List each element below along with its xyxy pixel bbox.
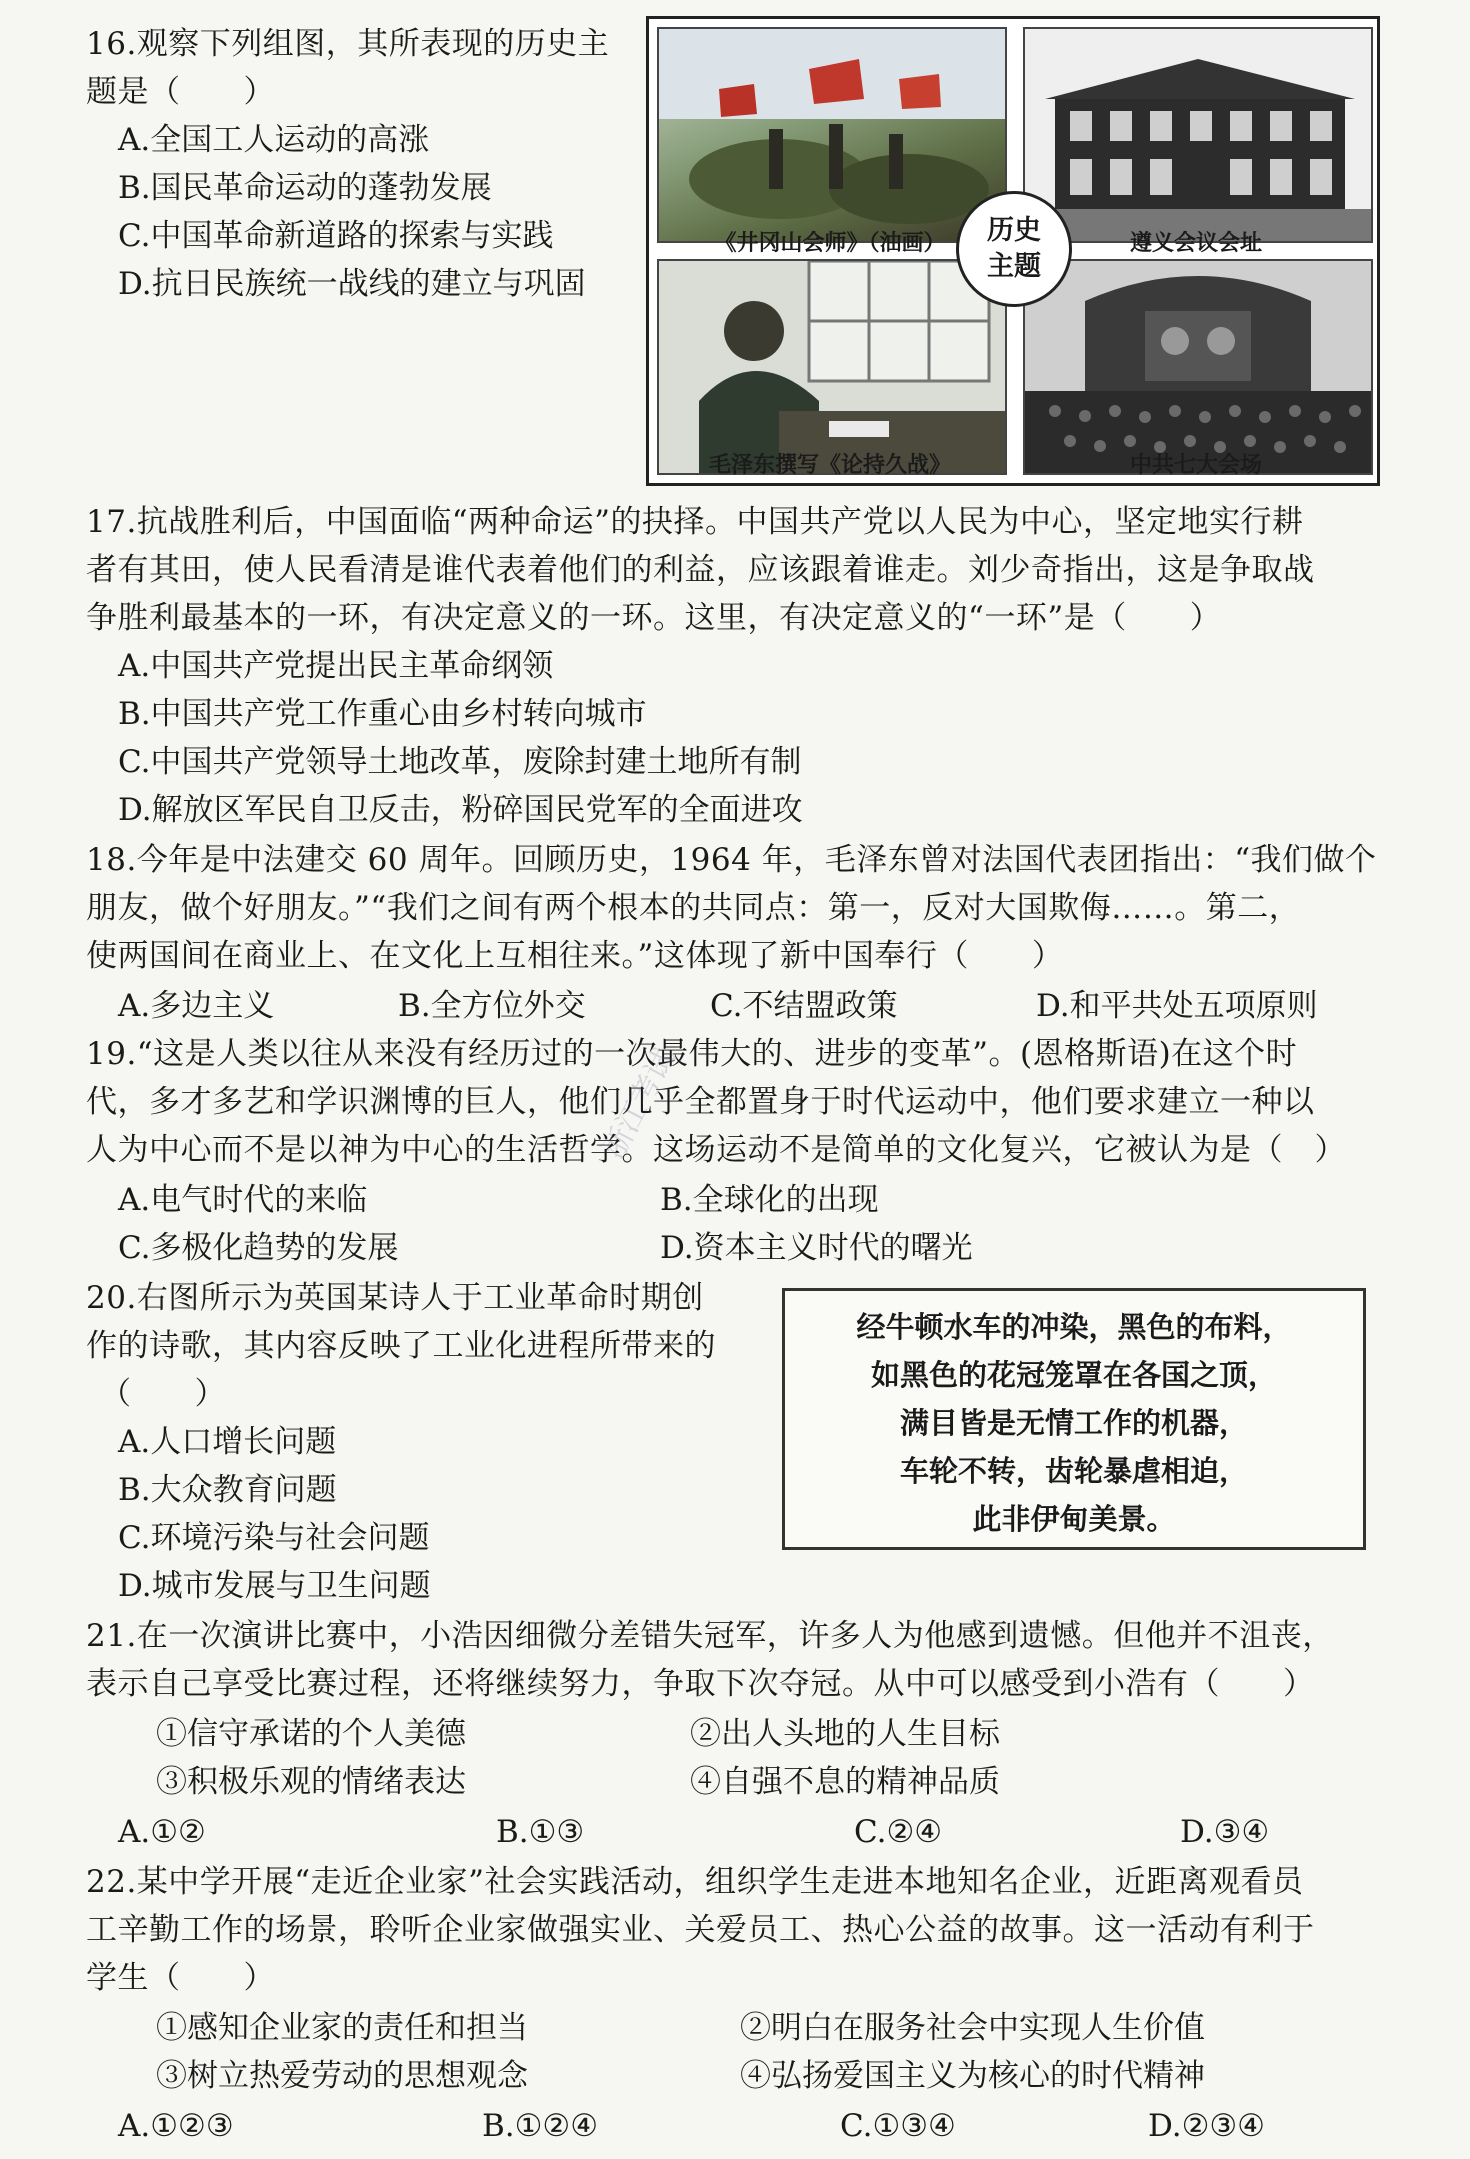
- history-theme-label: [956, 191, 1072, 307]
- poem-box: [782, 1288, 1366, 1550]
- q17-stem-line: 者有其田，使人民看清是谁代表着他们的利益，应该跟着谁走。刘少奇指出，这是争取战: [86, 552, 1315, 588]
- zunyi-site-photo: [1023, 27, 1373, 243]
- q20-stem-line: （ ）: [100, 1376, 226, 1412]
- q20-option-c: C.环境污染与社会问题: [118, 1520, 430, 1556]
- q17-stem-line: 17.抗战胜利后，中国面临“两种命运”的抉择。中国共产党以人民为中心，坚定地实行耕: [86, 504, 1304, 540]
- q22-item-3: ③树立热爱劳动的思想观念: [156, 2058, 528, 2094]
- q19-option-a: A.电气时代的来临: [118, 1182, 368, 1218]
- q17-option-a: A.中国共产党提出民主革命纲领: [118, 648, 554, 684]
- caption-mao-writing: 毛泽东撰写《论持久战》: [708, 452, 951, 478]
- q16-option-a: A.全国工人运动的高涨: [118, 122, 430, 158]
- hall-illustration: [1025, 261, 1371, 473]
- q21-stem-line: 21.在一次演讲比赛中，小浩因细微分差错失冠军，许多人为他感到遗憾。但他并不沮丧，: [86, 1618, 1334, 1654]
- q22-stem-line: 学生（ ）: [86, 1960, 275, 1996]
- q21-stem-line: 表示自己享受比赛过程，还将继续努力，争取下次夺冠。从中可以感受到小浩有（ ）: [86, 1666, 1315, 1702]
- q18-option-d: D.和平共处五项原则: [1036, 988, 1318, 1024]
- q19-option-b: B.全球化的出现: [660, 1182, 879, 1218]
- q20-option-a: A.人口增长问题: [118, 1424, 337, 1460]
- q21-item-2: ②出人头地的人生目标: [690, 1716, 1000, 1752]
- poem-line: 满目皆是无情工作的机器，: [899, 1406, 1248, 1440]
- caption-jinggangshan: 《井冈山会师》（油画）: [714, 230, 946, 256]
- q21-item-1: ①信守承诺的个人美德: [156, 1716, 466, 1752]
- q16-stem-line: 题是（ ）: [86, 74, 275, 110]
- theme-label-line: 主题: [987, 251, 1041, 282]
- theme-label-line: 历史: [987, 215, 1041, 246]
- q17-option-c: C.中国共产党领导土地改革，废除封建土地所有制: [118, 744, 802, 780]
- caption-seventh-congress: 中共七大会场: [1129, 452, 1262, 478]
- q22-option-a: A.①②③: [118, 2108, 234, 2144]
- writing-illustration: [659, 261, 1005, 473]
- caption-zunyi: 遵义会议会址: [1129, 230, 1262, 256]
- q21-option-c: C.②④: [854, 1814, 943, 1850]
- q16-option-b: B.国民革命运动的蓬勃发展: [118, 170, 492, 206]
- poem-line: 此非伊甸美景。: [972, 1502, 1176, 1536]
- q18-option-c: C.不结盟政策: [710, 988, 898, 1024]
- q19-option-c: C.多极化趋势的发展: [118, 1230, 399, 1266]
- q20-stem-line: 作的诗歌，其内容反映了工业化进程所带来的: [86, 1328, 716, 1364]
- q21-option-a: A.①②: [118, 1814, 206, 1850]
- q22-item-2: ②明白在服务社会中实现人生价值: [740, 2010, 1205, 2046]
- q19-stem-line: 人为中心而不是以神为中心的生活哲学。这场运动不是简单的文化复兴，它被认为是（ ）: [86, 1132, 1346, 1168]
- q22-option-d: D.②③④: [1148, 2108, 1265, 2144]
- q17-option-b: B.中国共产党工作重心由乡村转向城市: [118, 696, 647, 732]
- watermark: 浙江考试: [595, 1042, 684, 1165]
- q21-option-b: B.①③: [496, 1814, 585, 1850]
- painting-illustration: [659, 29, 1005, 241]
- q20-option-d: D.城市发展与卫生问题: [118, 1568, 431, 1604]
- q21-item-3: ③积极乐观的情绪表达: [156, 1764, 466, 1800]
- seventh-congress-photo: [1023, 259, 1373, 475]
- q19-option-d: D.资本主义时代的曙光: [660, 1230, 973, 1266]
- q18-stem-line: 18.今年是中法建交 60 周年。回顾历史，1964 年，毛泽东曾对法国代表团指出：“我们做个: [86, 842, 1377, 878]
- q22-stem-line: 22.某中学开展“走近企业家”社会实践活动，组织学生走进本地知名企业，近距离观看员: [86, 1864, 1304, 1900]
- q18-stem-line: 使两国间在商业上、在文化上互相往来。”这体现了新中国奉行（ ）: [86, 938, 1064, 974]
- q22-stem-line: 工辛勤工作的场景，聆听企业家做强实业、关爱员工、热心公益的故事。这一活动有利于: [86, 1912, 1315, 1948]
- q16-option-d: D.抗日民族统一战线的建立与巩固: [118, 266, 586, 302]
- poem-line: 车轮不转，齿轮暴虐相迫，: [899, 1454, 1248, 1488]
- q18-stem-line: 朋友，做个好朋友。”“我们之间有两个根本的共同点：第一，反对大国欺侮……。第二，: [86, 890, 1301, 926]
- history-theme-figure: [646, 16, 1380, 486]
- q18-option-b: B.全方位外交: [398, 988, 586, 1024]
- poem-line: 经牛顿水车的冲染，黑色的布料，: [856, 1310, 1292, 1344]
- poem-line: 如黑色的花冠笼罩在各国之顶，: [870, 1358, 1277, 1392]
- q20-option-b: B.大众教育问题: [118, 1472, 337, 1508]
- q22-item-4: ④弘扬爱国主义为核心的时代精神: [740, 2058, 1205, 2094]
- q20-stem-line: 20.右图所示为英国某诗人于工业革命时期创: [86, 1280, 704, 1316]
- jinggangshan-painting: [657, 27, 1007, 243]
- q22-item-1: ①感知企业家的责任和担当: [156, 2010, 528, 2046]
- q21-item-4: ④自强不息的精神品质: [690, 1764, 1000, 1800]
- q16-stem-line: 16.观察下列组图，其所表现的历史主: [86, 26, 610, 62]
- mao-writing-photo: [657, 259, 1007, 475]
- q21-option-d: D.③④: [1180, 1814, 1270, 1850]
- q17-option-d: D.解放区军民自卫反击，粉碎国民党军的全面进攻: [118, 792, 803, 828]
- q22-option-b: B.①②④: [482, 2108, 599, 2144]
- q18-option-a: A.多边主义: [118, 988, 275, 1024]
- q22-option-c: C.①③④: [840, 2108, 956, 2144]
- q19-stem-line: 19.“这是人类以往从来没有经历过的一次最伟大的、进步的变革”。(恩格斯语)在这个时: [86, 1036, 1298, 1072]
- q19-stem-line: 代，多才多艺和学识渊博的巨人，他们几乎全都置身于时代运动中，他们要求建立一种以: [86, 1084, 1315, 1120]
- building-illustration: [1025, 29, 1371, 241]
- q17-stem-line: 争胜利最基本的一环，有决定意义的一环。这里，有决定意义的“一环”是（ ）: [86, 600, 1222, 636]
- q16-option-c: C.中国革命新道路的探索与实践: [118, 218, 554, 254]
